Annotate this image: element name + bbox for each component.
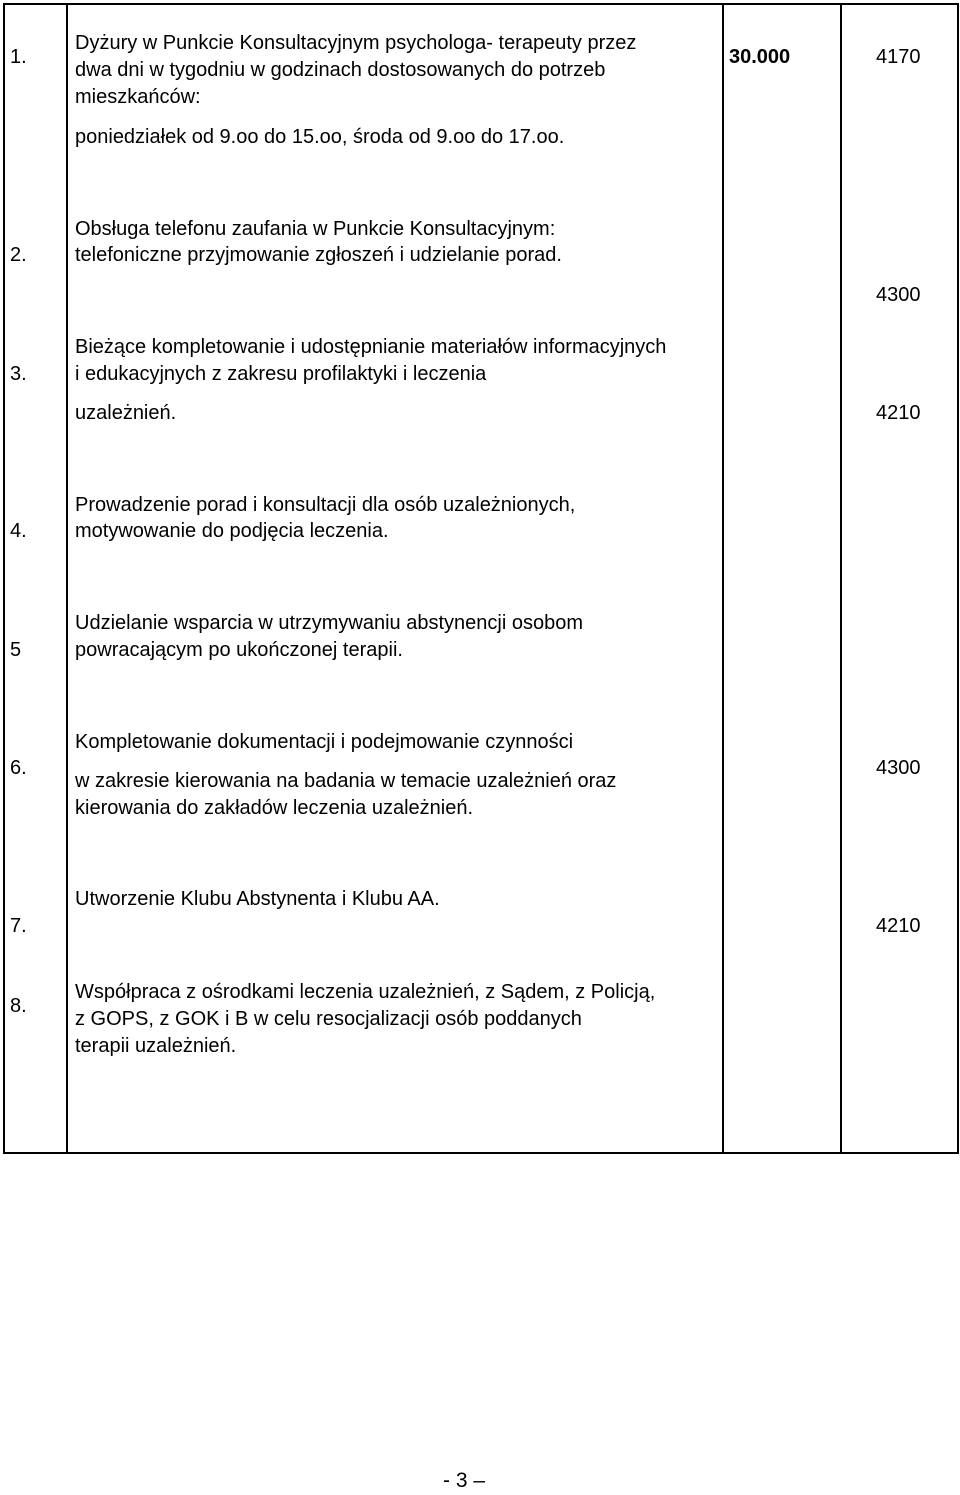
row-description-line: w zakresie kierowania na badania w temacie uzależnień oraz [75, 770, 617, 792]
table-left-border [3, 3, 5, 1154]
row-number: 4. [10, 520, 27, 542]
row-description-line: telefoniczne przyjmowanie zgłoszeń i udzielanie porad. [75, 244, 562, 266]
column-divider-description [722, 3, 724, 1154]
row-description-line: terapii uzależnień. [75, 1035, 237, 1057]
row-budget-code: 4170 [876, 46, 921, 68]
row-description-line: poniedziałek od 9.oo do 15.oo, środa od 9.oo do 17.oo. [75, 126, 565, 148]
row-description-line: uzależnień. [75, 402, 177, 424]
row-description-line: Współpraca z ośrodkami leczenia uzależnień, z Sądem, z Policją, [75, 981, 656, 1003]
table-right-border [957, 3, 959, 1154]
row-number: 8. [10, 995, 27, 1017]
row-description-line: Prowadzenie porad i konsultacji dla osób uzależnionych, [75, 494, 576, 516]
row-budget-code: 4300 [876, 284, 921, 306]
row-description-line: powracającym po ukończonej terapii. [75, 639, 403, 661]
row-number: 6. [10, 757, 27, 779]
row-budget-code: 4210 [876, 915, 921, 937]
row-description-line: dwa dni w tygodniu w godzinach dostosowanych do potrzeb [75, 59, 606, 81]
table-top-border [3, 3, 959, 5]
row-description-line: kierowania do zakładów leczenia uzależnień. [75, 797, 474, 819]
row-description-line: Bieżące kompletowanie i udostępnianie materiałów informacyjnych [75, 336, 667, 358]
row-budget-code: 4300 [876, 757, 921, 779]
row-number: 3. [10, 363, 27, 385]
row-number: 5 [10, 639, 22, 661]
column-divider-amount [840, 3, 842, 1154]
row-number: 7. [10, 915, 27, 937]
row-description-line: Obsługa telefonu zaufania w Punkcie Konsultacyjnym: [75, 218, 556, 240]
table-bottom-border [3, 1152, 959, 1154]
row-description-line: Utworzenie Klubu Abstynenta i Klubu AA. [75, 888, 440, 910]
row-number: 1. [10, 46, 27, 68]
row-description-line: z GOPS, z GOK i B w celu resocjalizacji osób poddanych [75, 1008, 582, 1030]
row-budget-code: 4210 [876, 402, 921, 424]
row-description-line: Kompletowanie dokumentacji i podejmowanie czynności [75, 731, 574, 753]
row-description-line: mieszkańców: [75, 86, 201, 108]
column-divider-number [66, 3, 68, 1154]
row-number: 2. [10, 244, 27, 266]
page-number: - 3 – [443, 1469, 486, 1492]
row-amount: 30.000 [729, 46, 791, 68]
row-description-line: Dyżury w Punkcie Konsultacyjnym psychologa- terapeuty przez [75, 32, 637, 54]
row-description-line: i edukacyjnych z zakresu profilaktyki i leczenia [75, 363, 487, 385]
row-description-line: motywowanie do podjęcia leczenia. [75, 520, 389, 542]
row-description-line: Udzielanie wsparcia w utrzymywaniu abstynencji osobom [75, 612, 583, 634]
